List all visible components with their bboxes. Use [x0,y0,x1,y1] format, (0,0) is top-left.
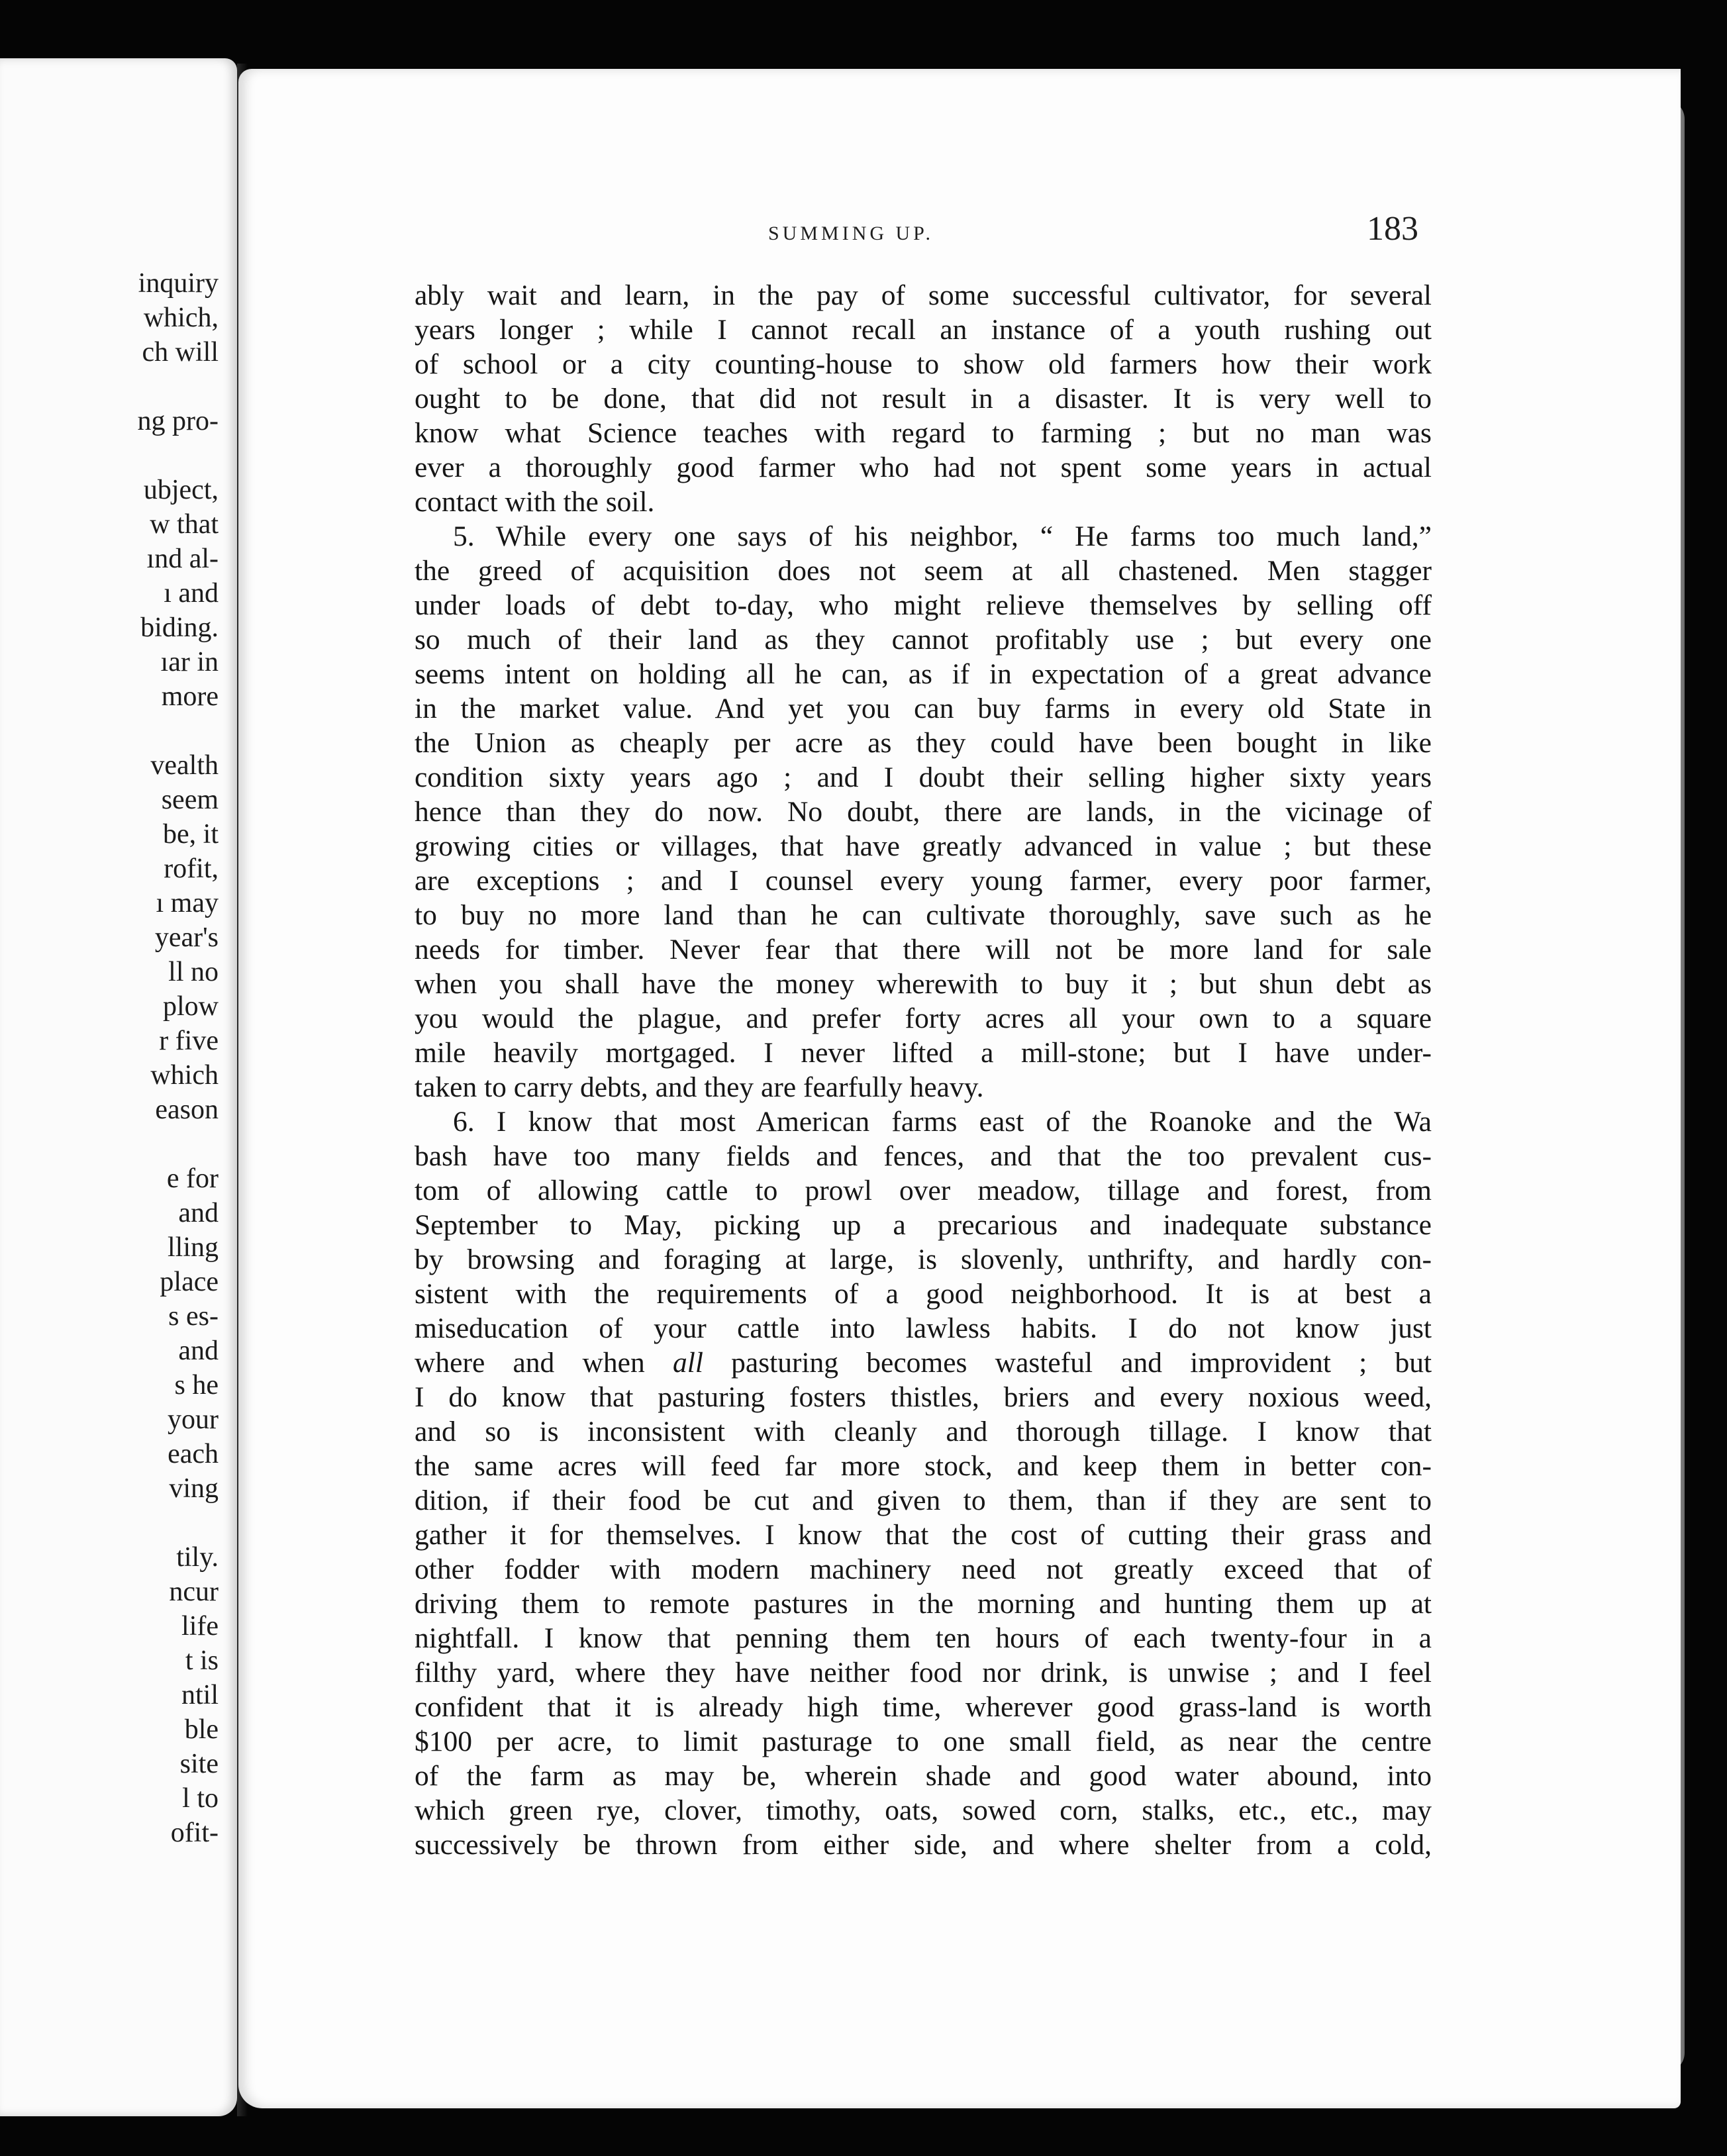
left-page-fragment: place [160,1267,219,1297]
text-line: filthy yard, where they have neither food nor drink, is unwise ; and I feel [415,1657,1432,1689]
left-page-fragment: ınd al- [146,544,219,574]
text-line: which green rye, clover, timothy, oats, sowed corn, stalks, etc., etc., may [415,1794,1432,1826]
text-line: condition sixty years ago ; and I doubt their selling higher sixty years [415,761,1432,793]
text-line: you would the plague, and prefer forty acres all your own to a square [415,1003,1432,1034]
text-line: I do know that pasturing fosters thistles, briers and every noxious weed, [415,1381,1432,1413]
paragraph-5-first-line: 5. While every one says of his neighbor, “ He farms too much land,” [453,520,1432,552]
text-line: needs for timber. Never fear that there will not be more land for sale [415,934,1432,965]
left-page-fragment: vealth [150,750,219,781]
left-page-fragment: ch will [142,337,219,368]
left-page-fragment: ble [184,1714,219,1745]
text-line: so much of their land as they cannot profitably use ; but every one [415,624,1432,656]
text-line: contact with the soil. [415,486,655,518]
left-page-fragment: which [150,1060,219,1091]
text-line: $100 per acre, to limit pasturage to one small field, as near the centre [415,1726,1432,1757]
text-line: gather it for themselves. I know that the cost of cutting their grass and [415,1519,1432,1551]
text-line: when you shall have the money wherewith to buy it ; but shun debt as [415,968,1432,1000]
left-page-fragment: t is [185,1645,219,1676]
left-page-fragment: and [178,1198,219,1228]
text-line: tom of allowing cattle to prowl over meadow, tillage and forest, from [415,1175,1432,1206]
text-line: of school or a city counting-house to show old farmers how their work [415,348,1432,380]
page-body-text [415,278,1432,1862]
text-line: ever a thoroughly good farmer who had not spent some years in actual [415,452,1432,483]
left-page-fragment: which, [143,303,219,333]
text-line: and so is inconsistent with cleanly and thorough tillage. I know that [415,1416,1432,1447]
left-page-fragment: plow [163,991,219,1022]
left-page-fragment: r five [159,1026,219,1056]
left-page-fragment: more [161,681,219,712]
left-facing-page [0,58,237,2116]
left-page-fragment: biding. [140,612,219,643]
left-page-fragment: ng pro- [137,406,219,436]
text-line-end: pasturing becomes wasteful and improvident ; but [731,1347,1432,1379]
page-number: 183 [1367,210,1418,248]
text-line: successively be thrown from either side, and where shelter from a cold, [415,1829,1432,1861]
left-page-fragment: seem [161,785,219,815]
text-line: the Union as cheaply per acre as they could have been bought in like [415,727,1432,759]
text-line: confident that it is already high time, wherever good grass-land is worth [415,1691,1432,1723]
left-page-fragment: rofit, [164,854,219,884]
text-line: of the farm as may be, wherein shade and good water abound, into [415,1760,1432,1792]
text-line: taken to carry debts, and they are fearfully heavy. [415,1071,984,1103]
left-page-fragment: site [179,1749,219,1779]
left-page-fragment: s he [174,1370,219,1400]
text-line: to buy no more land than he can cultivate thoroughly, save such as he [415,899,1432,931]
text-line: years longer ; while I cannot recall an instance of a youth rushing out [415,314,1432,346]
left-page-fragment: lling [167,1232,219,1263]
left-page-fragment: each [168,1439,219,1469]
left-page-fragment: life [181,1611,219,1642]
left-page-fragment: s es- [168,1301,219,1332]
text-line: dition, if their food be cut and given to them, than if they are sent to [415,1485,1432,1516]
text-line: bash have too many fields and fences, and that the too prevalent cus- [415,1140,1432,1172]
left-page-fragment: tily. [176,1542,219,1573]
left-page-fragment: w that [150,509,219,540]
left-page-fragment: year's [154,922,219,953]
running-head: SUMMING UP. [768,222,934,244]
text-line: the greed of acquisition does not seem at all chastened. Men stagger [415,555,1432,587]
text-line: nightfall. I know that penning them ten hours of each twenty-four in a [415,1622,1432,1654]
text-line: ought to be done, that did not result in a disaster. It is very well to [415,383,1432,415]
left-page-fragment: e for [166,1163,219,1194]
text-line: driving them to remote pastures in the morning and hunting them up at [415,1588,1432,1620]
text-line: seems intent on holding all he can, as if in expectation of a great advance [415,658,1432,690]
text-line: by browsing and foraging at large, is slovenly, unthrifty, and hardly con- [415,1244,1432,1275]
text-line [415,1346,1432,1380]
left-page-fragment: and [178,1336,219,1366]
text-line: other fodder with modern machinery need not greatly exceed that of [415,1553,1432,1585]
text-line: ably wait and learn, in the pay of some successful cultivator, for several [415,279,1432,311]
text-line: miseducation of your cattle into lawless habits. I do not know just [415,1312,1432,1344]
left-page-fragment: ofit- [170,1818,219,1848]
left-page-fragment: ı and [164,578,219,609]
left-page-fragment: ving [169,1473,219,1504]
left-page-fragment: eason [155,1095,219,1125]
text-line: mile heavily mortgaged. I never lifted a mill-stone; but I have under- [415,1037,1432,1069]
text-line: the same acres will feed far more stock, and keep them in better con- [415,1450,1432,1482]
text-line-start: where and when [415,1347,645,1379]
text-line: hence than they do now. No doubt, there are lands, in the vicinage of [415,796,1432,828]
text-line: know what Science teaches with regard to farming ; but no man was [415,417,1432,449]
left-page-fragment: ntil [181,1680,219,1710]
left-page-fragment: ıar in [160,647,219,677]
left-page-fragment: ll no [168,957,219,987]
text-line: in the market value. And yet you can buy farms in every old State in [415,693,1432,724]
italic-all: all [672,1347,703,1379]
left-page-fragment: your [168,1404,219,1435]
text-line: sistent with the requirements of a good neighborhood. It is at best a [415,1278,1432,1310]
text-line: are exceptions ; and I counsel every young farmer, every poor farmer, [415,865,1432,897]
left-page-fragment: ı may [156,888,219,918]
left-page-fragment: ubject, [143,475,219,505]
left-page-fragment: ncur [169,1577,219,1607]
paragraph-6-first-line: 6. I know that most American farms east of the Roanoke and the Wa [453,1106,1432,1138]
text-line: growing cities or villages, that have greatly advanced in value ; but these [415,830,1432,862]
text-line: under loads of debt to-day, who might relieve themselves by selling off [415,589,1432,621]
left-page-fragment: inquiry [138,268,219,299]
left-page-fragment: be, it [163,819,219,850]
text-line: September to May, picking up a precarious and inadequate substance [415,1209,1432,1241]
left-page-fragment: l to [182,1783,219,1814]
